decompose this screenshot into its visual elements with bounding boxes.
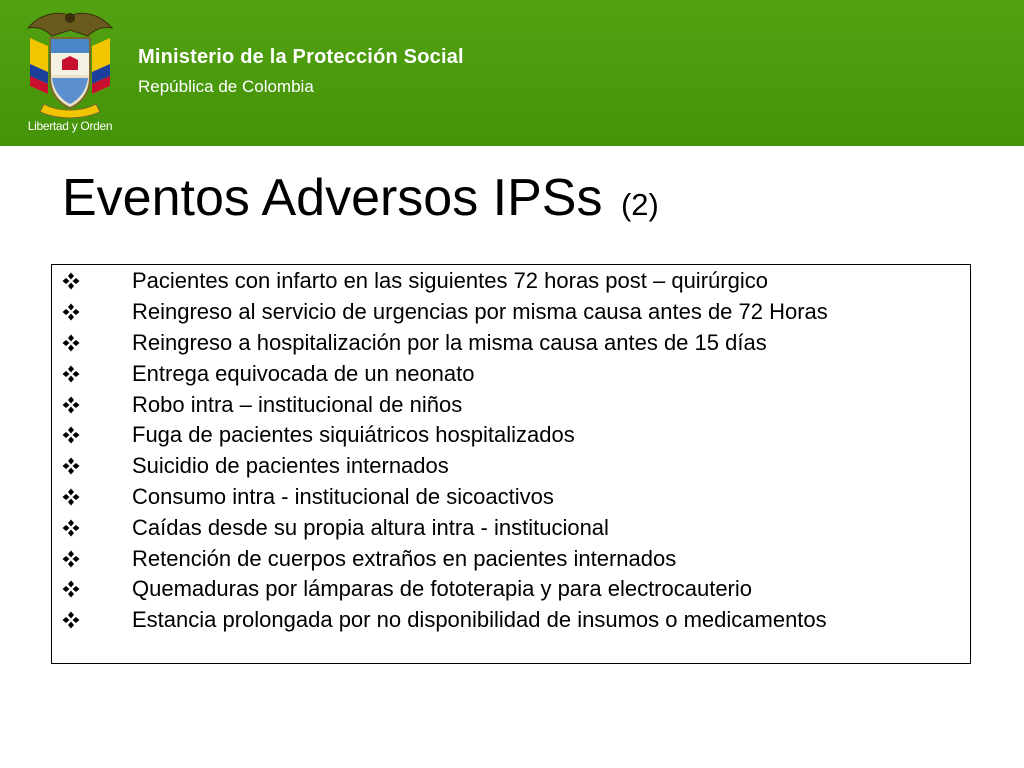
slide-title [62, 168, 659, 228]
adverse-events-list [52, 266, 828, 636]
list-item [52, 543, 828, 574]
diamond-bullet-icon [52, 272, 132, 290]
list-item-text: Robo intra – institucional de niños [132, 391, 463, 417]
diamond-bullet-icon [52, 365, 132, 383]
list-item-text: Retención de cuerpos extraños en pacientes internados [132, 545, 677, 571]
diamond-bullet-icon [52, 580, 132, 598]
diamond-bullet-icon [52, 396, 132, 414]
list-item-text: Consumo intra - institucional de sicoactivos [132, 483, 554, 509]
list-item-text: Entrega equivocada de un neonato [132, 360, 475, 386]
list-item [52, 358, 828, 389]
list-item [52, 266, 828, 297]
emblem-motto: Libertad y Orden [27, 119, 113, 133]
list-item [52, 482, 828, 513]
diamond-bullet-icon [52, 519, 132, 537]
diamond-bullet-icon [52, 611, 132, 629]
diamond-bullet-icon [52, 426, 132, 444]
list-item [52, 389, 828, 420]
list-item-text: Suicidio de pacientes internados [132, 453, 449, 479]
list-item [52, 605, 828, 636]
list-item [52, 420, 828, 451]
list-item-text: Reingreso a hospitalización por la misma causa antes de 15 días [132, 329, 767, 355]
diamond-bullet-icon [52, 488, 132, 506]
slide-title-suffix: (2) [620, 187, 659, 222]
list-item-text: Reingreso al servicio de urgencias por misma causa antes de 72 Horas [132, 299, 828, 325]
list-item-text: Quemaduras por lámparas de fototerapia y para electrocauterio [132, 576, 753, 602]
list-item [52, 451, 828, 482]
list-item-text: Fuga de pacientes siquiátricos hospitalizados [132, 422, 575, 448]
list-item-text: Pacientes con infarto en las siguientes 72 horas post – quirúrgico [132, 268, 768, 294]
slide-title-main: Eventos Adversos IPSs [62, 169, 603, 227]
header-banner [0, 0, 1024, 146]
list-item-text: Caídas desde su propia altura intra - institucional [132, 514, 609, 540]
diamond-bullet-icon [52, 303, 132, 321]
coat-of-arms-icon [18, 8, 122, 120]
list-item [52, 297, 828, 328]
list-item [52, 512, 828, 543]
country-name: República de Colombia [138, 77, 314, 96]
list-item [52, 574, 828, 605]
list-item-text: Estancia prolongada por no disponibilidad de insumos o medicamentos [132, 607, 827, 633]
list-item [52, 328, 828, 359]
diamond-bullet-icon [52, 334, 132, 352]
content-box [51, 264, 971, 664]
ministry-name: Ministerio de la Protección Social [138, 46, 464, 68]
diamond-bullet-icon [52, 550, 132, 568]
coat-of-arms-logo [18, 8, 122, 140]
diamond-bullet-icon [52, 457, 132, 475]
